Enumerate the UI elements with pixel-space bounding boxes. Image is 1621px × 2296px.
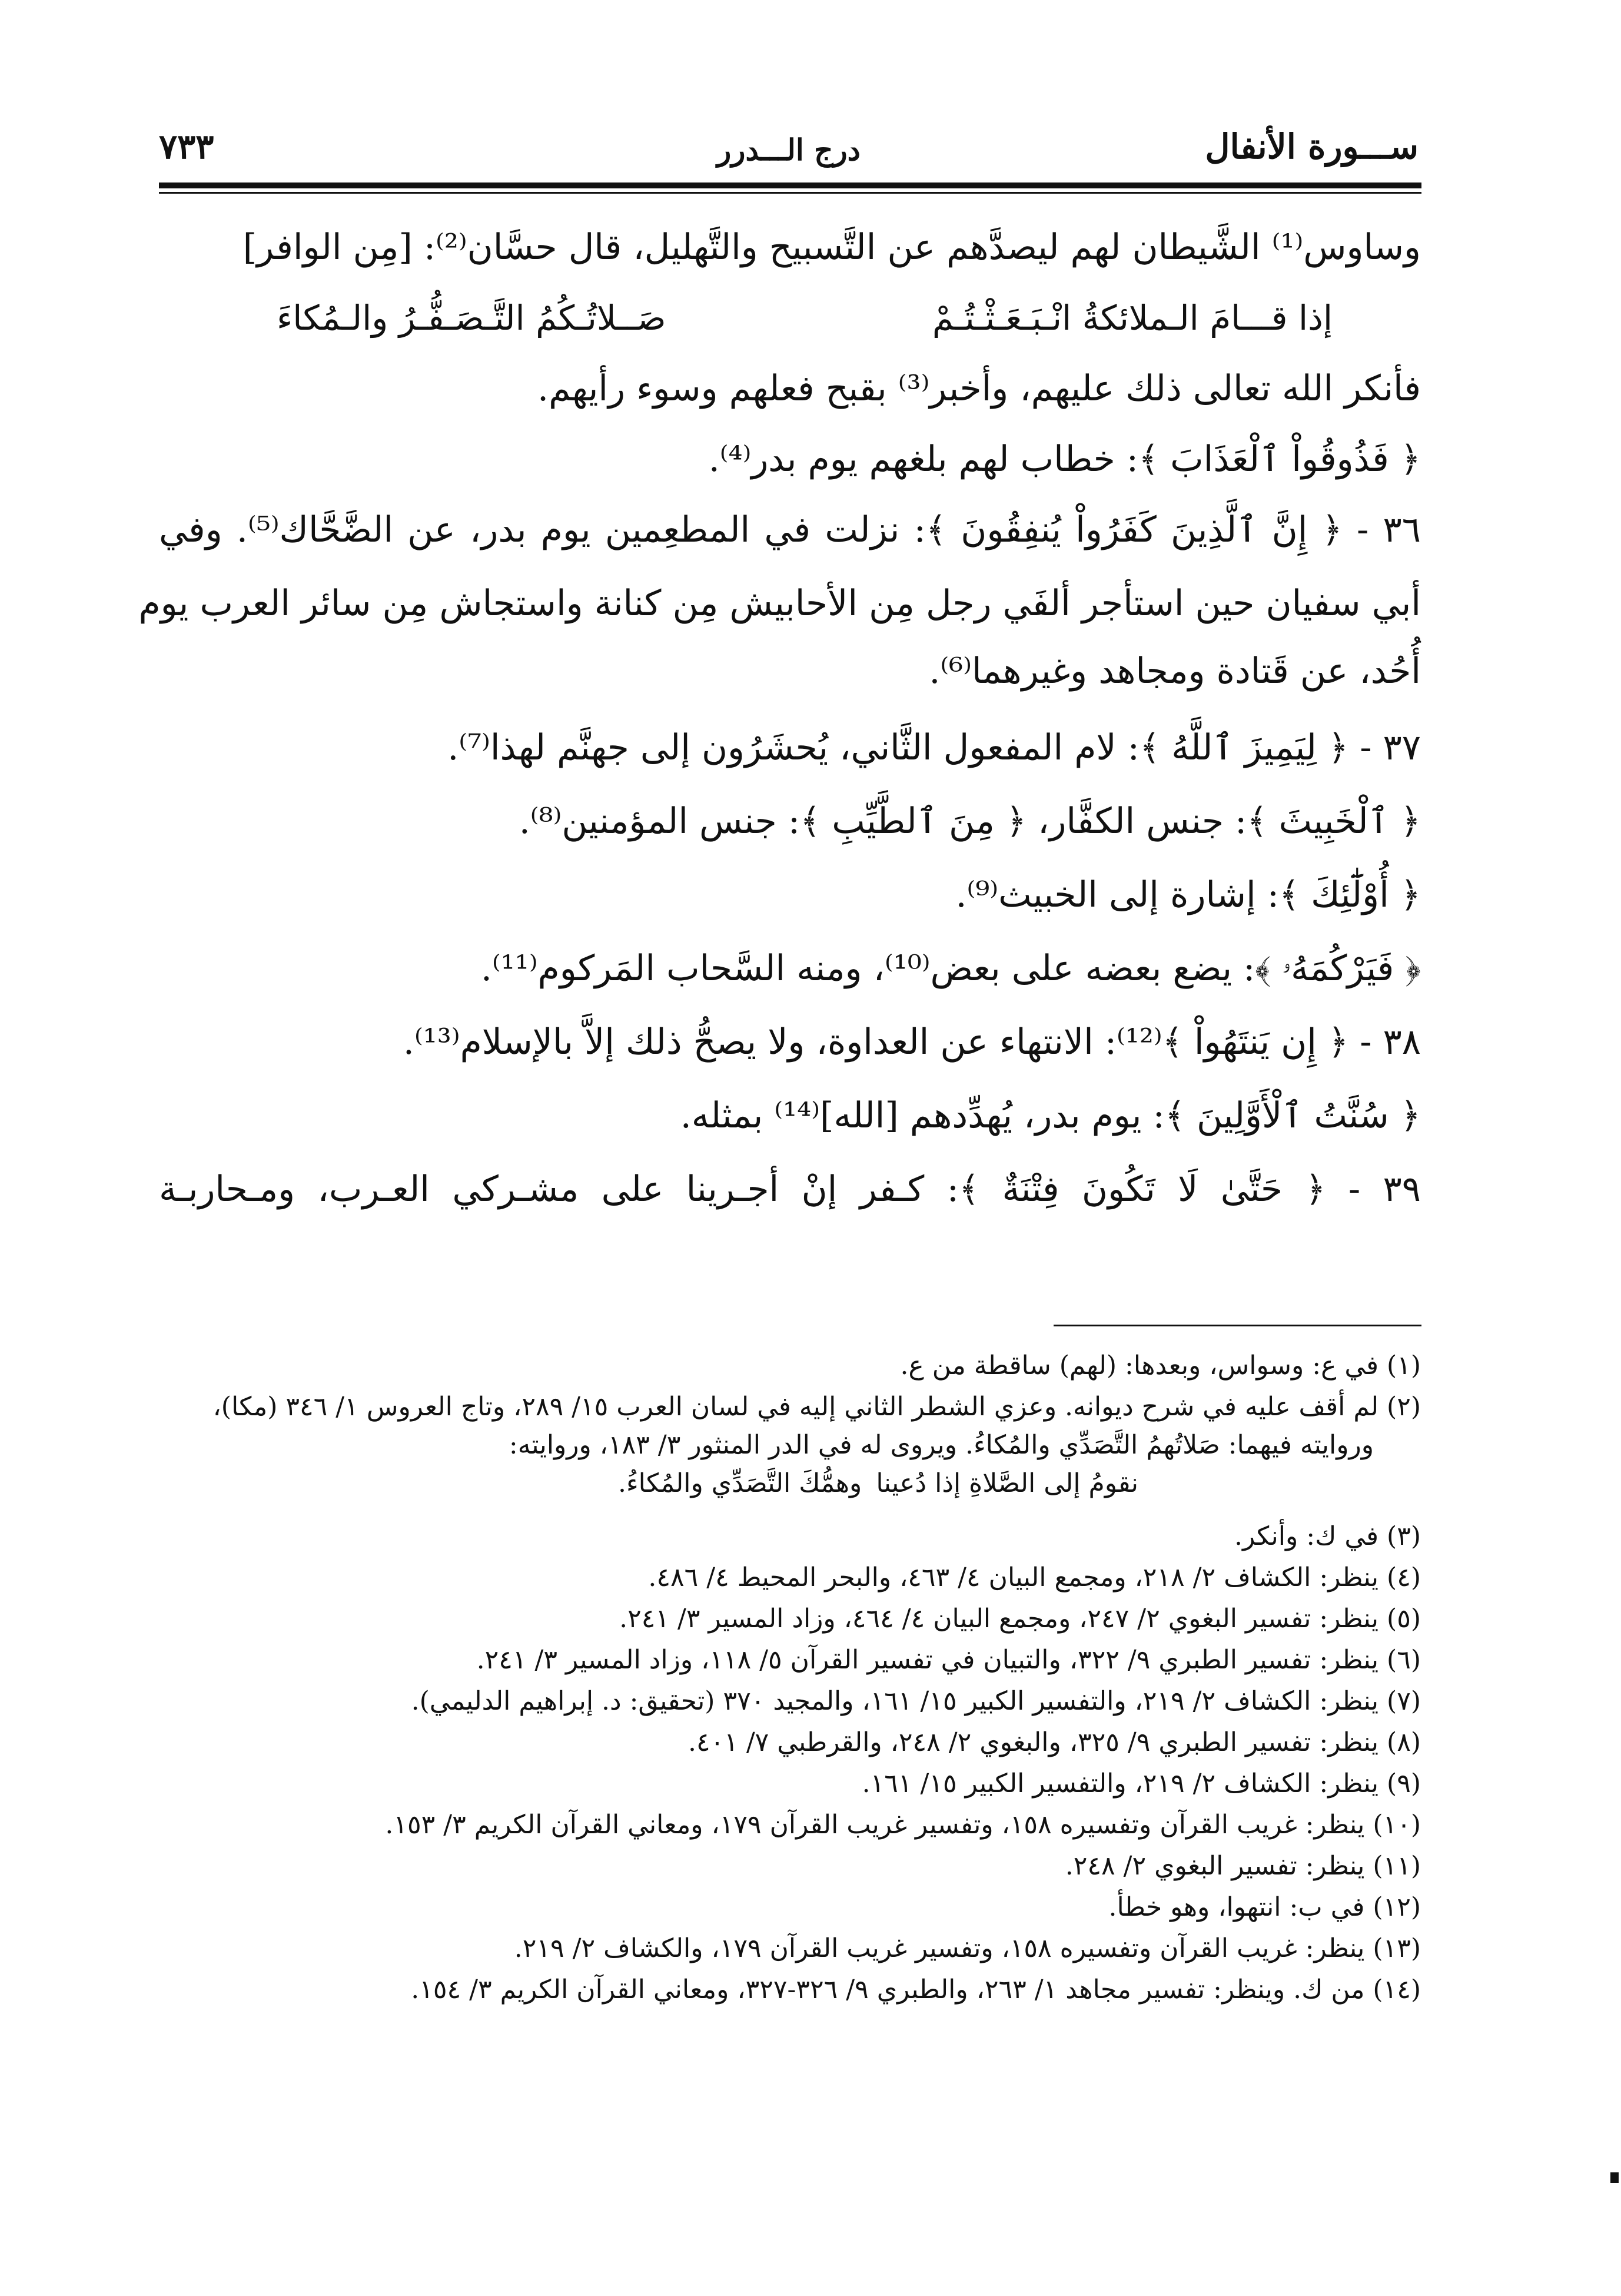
footnote-verse-right: نقومُ إلى الصَّلاةِ إذا دُعينا: [876, 1468, 1138, 1498]
text-line-11: ٣٨ - ﴿ إِن يَنتَهُواْ ﴾⁽¹²⁾: الانتهاء عن العداوة، ولا يصحُّ ذلك إلاَّ بالإسلام⁽¹³⁾.: [403, 1021, 1421, 1063]
footnote-verse-left: وهمُّكَ التَّصَدِّي والمُكاءُ.: [618, 1468, 862, 1498]
text-line-1: وساوس⁽¹⁾ الشَّيطان لهم ليصدَّهم عن التَّسبيح والتَّهليل، قال حسَّان⁽²⁾: [مِن الوافر]: [243, 227, 1421, 268]
footnote-12: (١٢) في ب: انتهوا، وهو خطأ.: [1108, 1892, 1421, 1922]
book-title: درج الـــدرر: [717, 132, 861, 167]
text-line-3: ﴿ فَذُوقُواْ ٱلْعَذَابَ ﴾: خطاب لهم بلغهم يوم بدر⁽⁴⁾.: [708, 439, 1421, 480]
footnote-11: (١١) ينظر: تفسير البغوي ٢/ ٢٤٨.: [1065, 1851, 1421, 1881]
footnote-9: (٩) ينظر: الكشاف ٢/ ٢١٩، والتفسير الكبير ١٥/ ١٦١.: [862, 1769, 1421, 1799]
footnote-2-continuation: وروايته فيهما: صَلاتُهمُ التَّصَدِّي والمُكاءُ. ويروى له في الدر المنثور ٣/ ١٨٣، وروايته:: [509, 1430, 1374, 1460]
footnote-5: (٥) ينظر: تفسير البغوي ٢/ ٢٤٧، ومجمع البيان ٤/ ٤٦٤، وزاد المسير ٣/ ٢٤١.: [619, 1604, 1421, 1634]
text-line-12: ﴿ سُنَّتُ ٱلْأَوَّلِينَ ﴾: يوم بدر، يُهدِّدهم [الله]⁽¹⁴⁾ بمثله.: [680, 1095, 1421, 1136]
page-number: ٧٣٣: [159, 127, 214, 167]
footnote-2: (٢) لم أقف عليه في شرح ديوانه. وعزي الشطر الثاني إليه في لسان العرب ١٥/ ٢٨٩، وتاج العروس ١/ ٣٤٦ (مكا)،: [212, 1392, 1421, 1422]
footnote-13: (١٣) ينظر: غريب القرآن وتفسيره ١٥٨، وتفسير غريب القرآن ١٧٩، والكشاف ٢/ ٢١٩.: [514, 1933, 1421, 1963]
poem-verse-right: إذا قـــامَ الـملائكةُ انْـبَـعَـثْـتُـمْ: [932, 298, 1333, 338]
poem-verse-left: صَــلاتُـكُمُ التَّـصَـفُّـرُ والـمُكاءَ: [277, 298, 666, 338]
footnote-10: (١٠) ينظر: غريب القرآن وتفسيره ١٥٨، وتفسير غريب القرآن ١٧٩، ومعاني القرآن الكريم ٣/ ١٥٣.: [385, 1810, 1421, 1840]
text-line-6: أُحُد، عن قَتادة ومجاهد وغيرهما⁽⁶⁾.: [929, 651, 1421, 692]
text-line-5: أبي سفيان حين استأجر ألفَي رجل مِن الأحابيش مِن كنانة واستجاش مِن سائر العرب يوم: [138, 583, 1421, 624]
text-line-10: ﴿ فَيَرْكُمَهُۥ ﴾: يضع بعضه على بعض⁽¹⁰⁾، ومنه السَّحاب المَركوم⁽¹¹⁾.: [480, 948, 1421, 989]
header-rule-thick: [159, 183, 1421, 188]
text-line-4: ٣٦ - ﴿ إِنَّ ٱلَّذِينَ كَفَرُواْ يُنفِقُونَ ﴾: نزلت في المطعِمين يوم بدر، عن الضَّحَّاك⁽⁵⁾. وفي: [159, 509, 1421, 550]
footnote-6: (٦) ينظر: تفسير الطبري ٩/ ٣٢٢، والتبيان في تفسير القرآن ٥/ ١١٨، وزاد المسير ٣/ ٢٤١.: [476, 1645, 1421, 1675]
header-rule-thin: [159, 192, 1421, 194]
footnote-8: (٨) ينظر: تفسير الطبري ٩/ ٣٢٥، والبغوي ٢/ ٢٤٨، والقرطبي ٧/ ٤٠١.: [687, 1727, 1421, 1757]
footnote-4: (٤) ينظر: الكشاف ٢/ ٢١٨، ومجمع البيان ٤/ ٤٦٣، والبحر المحيط ٤/ ٤٨٦.: [648, 1562, 1421, 1592]
footnote-7: (٧) ينظر: الكشاف ٢/ ٢١٩، والتفسير الكبير ١٥/ ١٦١، والمجيد ٣٧٠ (تحقيق: د. إبراهيم الدليمي).: [411, 1686, 1421, 1716]
footnote-separator: [1054, 1325, 1421, 1326]
footnote-14: (١٤) من ك. وينظر: تفسير مجاهد ١/ ٢٦٣، والطبري ٩/ ٣٢٦-٣٢٧، ومعاني القرآن الكريم ٣/ ١٥٤.: [411, 1975, 1421, 2005]
text-line-7: ٣٧ - ﴿ لِيَمِيزَ ٱللَّهُ ﴾: لام المفعول الثَّاني، يُحشَرُون إلى جهنَّم لهذا⁽⁷⁾.: [447, 727, 1421, 768]
text-line-9: ﴿ أُوْلَٰٓئِكَ ﴾: إشارة إلى الخبيث⁽⁹⁾.: [955, 874, 1421, 915]
surah-title: ســـورة الأنفال: [1205, 127, 1419, 167]
text-line-13: ٣٩ - ﴿ حَتَّىٰ لَا تَكُونَ فِتْنَةٌ ﴾: كـفر إنْ أجـرينا على مشـركي العـرب، ومـحاربـة: [159, 1169, 1421, 1210]
scan-mark: [1610, 2172, 1619, 2183]
footnote-1: (١) في ع: وسواس، وبعدها: (لهم) ساقطة من ع.: [900, 1351, 1421, 1381]
footnote-3: (٣) في ك: وأنكر.: [1234, 1521, 1421, 1551]
text-line-8: ﴿ ٱلْخَبِيثَ ﴾: جنس الكفَّار، ﴿ مِنَ ٱلطَّيِّبِ ﴾: جنس المؤمنين⁽⁸⁾.: [519, 801, 1421, 842]
page-header: [159, 127, 1419, 180]
text-line-2: فأنكر الله تعالى ذلك عليهم، وأخبر⁽³⁾ بقبح فعلهم وسوء رأيهم.: [537, 368, 1421, 409]
